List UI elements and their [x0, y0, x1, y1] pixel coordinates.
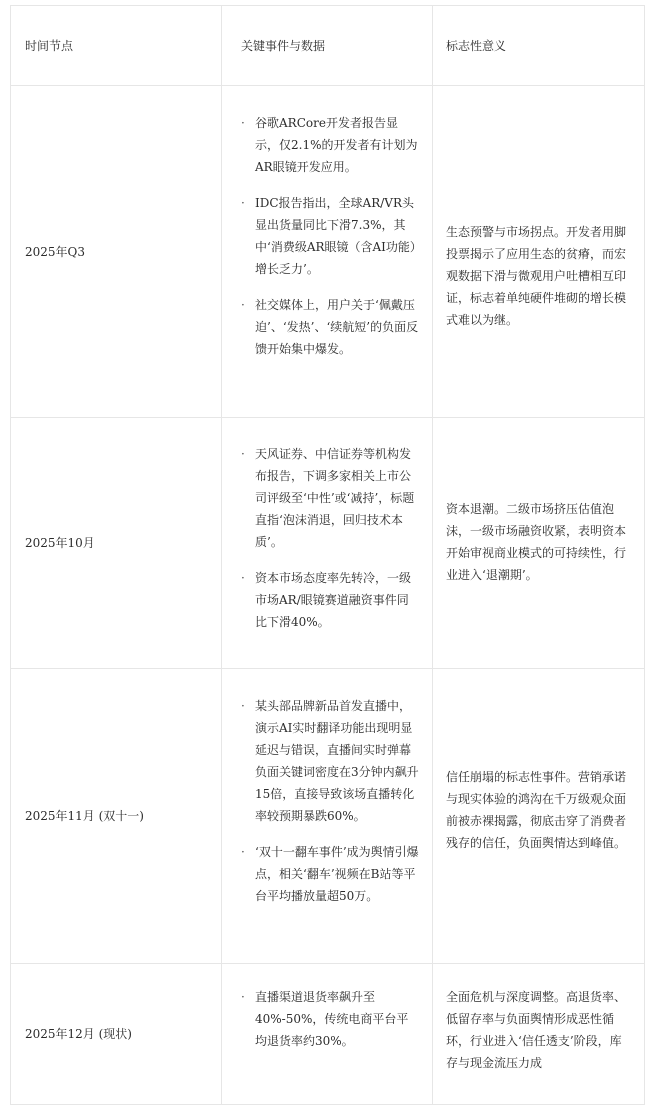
event-list: [241, 112, 420, 360]
events-cell: [222, 669, 433, 963]
time-label: 2025年10月: [25, 536, 95, 550]
timeline-table: [10, 5, 645, 1105]
table-row: [11, 669, 645, 964]
table-row: [11, 964, 645, 1105]
list-item: · 资本市场态度率先转冷，一级市场AR/眼镜赛道融资事件同比下滑40%。: [241, 567, 420, 633]
list-item: · 直播渠道退货率飙升至40%-50%，传统电商平台平均退货率约30%。: [241, 986, 420, 1052]
event-list: [241, 443, 420, 633]
time-cell: [11, 86, 222, 417]
time-label: 2025年12月 (现状): [25, 1027, 132, 1041]
list-item: · ‘双十一翻车事件’成为舆情引爆点，相关‘翻车’视频在B站等平台平均播放量超50万。: [241, 841, 420, 907]
time-cell: [11, 964, 222, 1104]
time-label: 2025年Q3: [25, 244, 86, 259]
table-row: [11, 86, 645, 418]
list-item: · 天风证券、中信证券等机构发布报告，下调多家相关上市公司评级至‘中性’或‘减持’，标题直指‘泡沫消退，回归技术本质’。: [241, 443, 420, 553]
significance-cell: 全面危机与深度调整。高退货率、低留存率与负面舆情形成恶性循环，行业进入‘信任透支’阶段，库存与现金流压力成: [433, 964, 645, 1104]
list-item: · 谷歌ARCore开发者报告显示，仅2.1%的开发者有计划为AR眼镜开发应用。: [241, 112, 420, 178]
table-header-row: [11, 6, 645, 86]
time-label: 2025年11月 (双十一): [25, 809, 144, 823]
time-cell: [11, 418, 222, 668]
significance-cell: 生态预警与市场拐点。开发者用脚投票揭示了应用生态的贫瘠，而宏观数据下滑与微观用户吐槽相互印证，标志着单纯硬件堆砌的增长模式难以为继。: [433, 86, 645, 417]
list-item: · 某头部品牌新品首发直播中，演示AI实时翻译功能出现明显延迟与错误，直播间实时弹幕负面关键词密度在3分钟内飙升15倍，直接导致该场直播转化率较预期暴跌60%。: [241, 695, 420, 827]
header-significance: 标志性意义: [433, 6, 645, 85]
events-cell: [222, 964, 433, 1104]
significance-cell: 信任崩塌的标志性事件。营销承诺与现实体验的鸿沟在千万级观众面前被赤裸揭露，彻底击穿了消费者残存的信任，负面舆情达到峰值。: [433, 669, 645, 963]
significance-cell: 资本退潮。二级市场挤压估值泡沫，一级市场融资收紧，表明资本开始审视商业模式的可持续性，行业进入‘退潮期’。: [433, 418, 645, 668]
table-row: [11, 418, 645, 669]
list-item: · 社交媒体上，用户关于‘佩戴压迫’、‘发热’、‘续航短’的负面反馈开始集中爆发。: [241, 294, 420, 360]
events-cell: [222, 86, 433, 417]
event-list: [241, 695, 420, 907]
list-item: · IDC报告指出，全球AR/VR头显出货量同比下滑7.3%，其中‘消费级AR眼镜（含AI功能）增长乏力’。: [241, 192, 420, 280]
header-time: 时间节点: [11, 6, 222, 85]
event-list: [241, 986, 420, 1052]
events-cell: [222, 418, 433, 668]
time-cell: [11, 669, 222, 963]
header-events: 关键事件与数据: [222, 6, 433, 85]
